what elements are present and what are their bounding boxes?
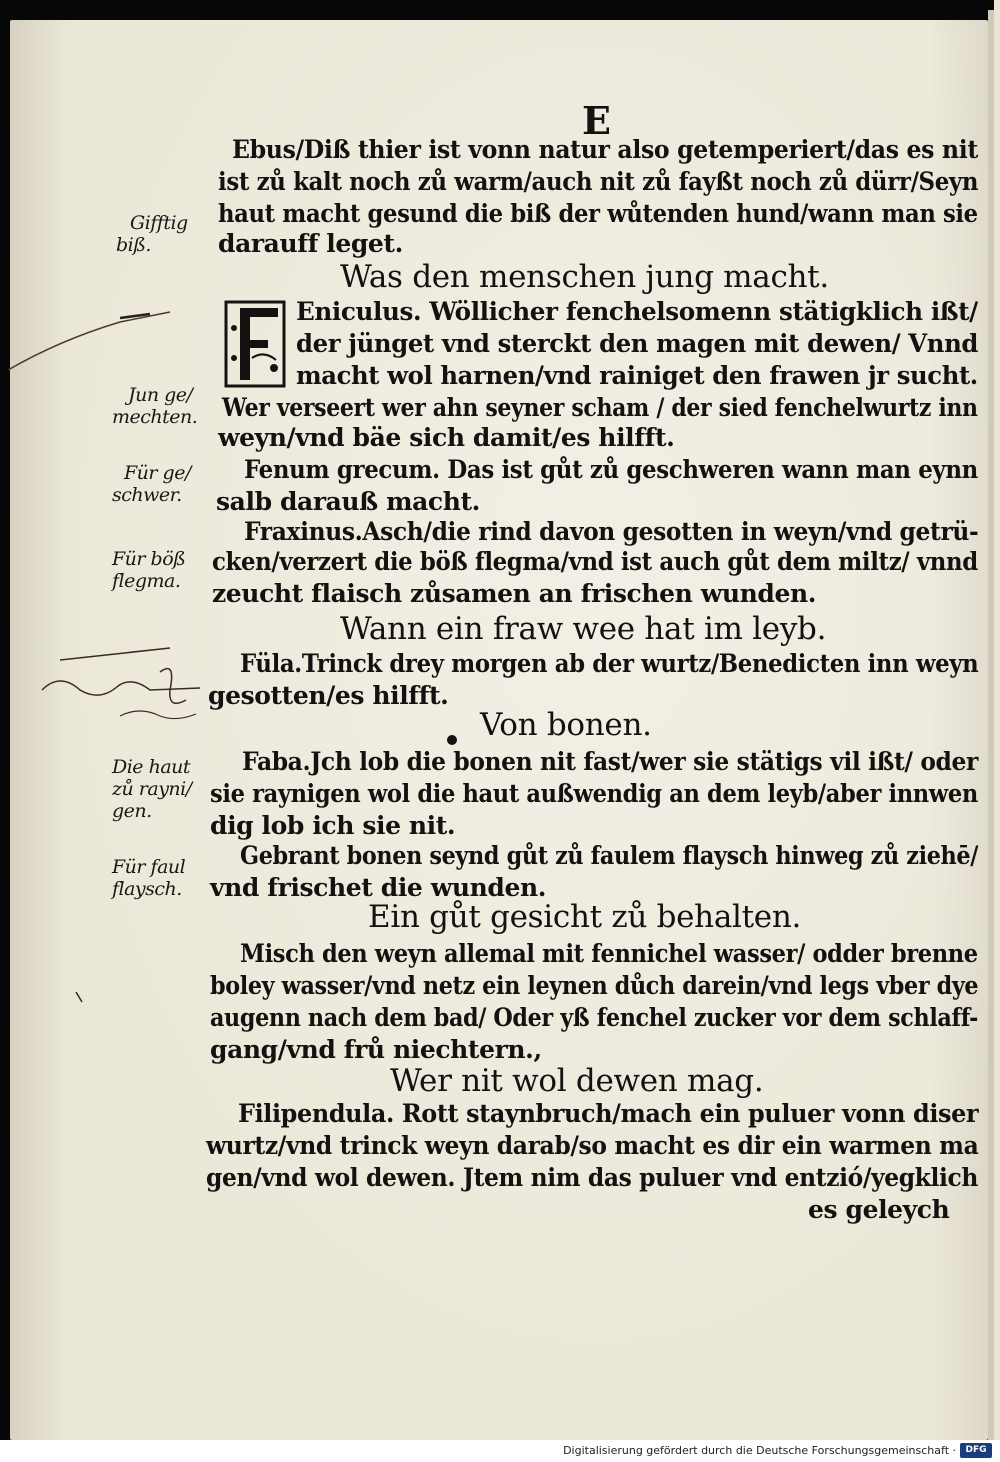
body-line: weyn/vnd bäe sich damit/es hilfft. — [218, 423, 675, 452]
body-line: zeucht flaisch zůsamen an frischen wunden. — [212, 579, 817, 608]
section-heading: Ein gůt gesicht zů behalten. — [368, 899, 802, 935]
footer-bar — [0, 1440, 1000, 1462]
marginal-note: biß. — [116, 234, 151, 256]
body-line: gesotten/es hilfft. — [208, 681, 449, 710]
marginal-note: mechten. — [112, 406, 198, 428]
body-line: sie raynigen wol die haut außwendig an dem leyb/aber innwen — [210, 779, 978, 808]
marginal-note: flegma. — [112, 570, 181, 592]
body-line: Fraxinus.Asch/die rind davon gesotten in weyn/vnd getrü- — [244, 517, 979, 546]
marginal-note: zů rayni/ — [112, 778, 192, 800]
body-line: cken/verzert die böß flegma/vnd ist auch gůt dem miltz/ vnnd — [212, 547, 978, 576]
marginal-note: Für faul — [112, 856, 186, 878]
marginal-note: Für böß — [112, 548, 186, 570]
dfg-logo: DFG — [960, 1443, 992, 1458]
body-line: ist zů kalt noch zů warm/auch nit zů fayßt noch zů dürr/Seyn — [218, 167, 979, 196]
body-line: Fenum grecum. Das ist gůt zů geschweren wann man eynn — [244, 455, 978, 484]
body-line: darauff leget. — [218, 229, 403, 258]
body-line: Eniculus. Wöllicher fenchelsomenn stätigklich ißt/ — [296, 297, 978, 326]
body-line: Ebus/Diß thier ist vonn natur also getemperiert/das es nit — [232, 135, 978, 164]
body-line: macht wol harnen/vnd rainiget den frawen jr sucht. — [296, 361, 978, 390]
body-line: Filipendula. Rott staynbruch/mach ein puluer vonn diser — [238, 1099, 979, 1128]
footer-credit: Digitalisierung gefördert durch die Deutsche Forschungsgemeinschaft · — [563, 1444, 956, 1457]
marginal-note: gen. — [112, 800, 152, 822]
marginal-note: flaysch. — [112, 878, 182, 900]
body-line: wurtz/vnd trinck weyn darab/so macht es dir ein warmen ma — [206, 1131, 979, 1160]
signature-mark: E — [582, 98, 611, 143]
marginal-note: Die haut — [112, 756, 191, 778]
section-heading: Wer nit wol dewen mag. — [390, 1063, 764, 1099]
body-line: Misch den weyn allemal mit fennichel wasser/ odder brenne — [240, 939, 978, 968]
body-line: vnd frischet die wunden. — [210, 873, 547, 902]
scan-ruler — [994, 0, 1000, 1440]
section-heading: Von bonen. — [480, 707, 652, 743]
section-heading: Was den menschen jung macht. — [340, 259, 829, 295]
marginal-note: Jun ge/ — [128, 384, 193, 406]
marginal-note: Gifftig — [130, 212, 188, 234]
section-heading: Wann ein fraw wee hat im leyb. — [340, 611, 827, 647]
body-line: Wer verseert wer ahn seyner scham / der sied fenchelwurtz inn — [222, 393, 978, 422]
marginal-note: schwer. — [112, 484, 182, 506]
marginal-note: Für ge/ — [124, 462, 191, 484]
body-line: Faba.Jch lob die bonen nit fast/wer sie stätigs vil ißt/ oder — [242, 747, 978, 776]
body-line: salb darauß macht. — [216, 487, 480, 516]
catchword: es geleych — [808, 1195, 950, 1224]
body-line: haut macht gesund die biß der wůtenden hund/wann man sie — [218, 199, 978, 228]
body-line: gen/vnd wol dewen. Jtem nim das puluer vnd entzió/yegklich — [206, 1163, 978, 1192]
body-line: der jünget vnd sterckt den magen mit dewen/ Vnnd — [296, 329, 978, 358]
body-line: Gebrant bonen seynd gůt zů faulem flaysch hinweg zů ziehē/ — [240, 841, 979, 870]
body-line: dig lob ich sie nit. — [210, 811, 456, 840]
body-line: boley wasser/vnd netz ein leynen důch darein/vnd legs vber dye — [210, 971, 979, 1000]
body-line: augenn nach dem bad/ Oder yß fenchel zucker vor dem schlaff- — [210, 1003, 979, 1032]
decorated-initial — [222, 298, 288, 390]
body-line: gang/vnd frů niechtern., — [210, 1035, 542, 1064]
body-line: Füla.Trinck drey morgen ab der wurtz/Benedicten inn weyn — [240, 649, 979, 678]
